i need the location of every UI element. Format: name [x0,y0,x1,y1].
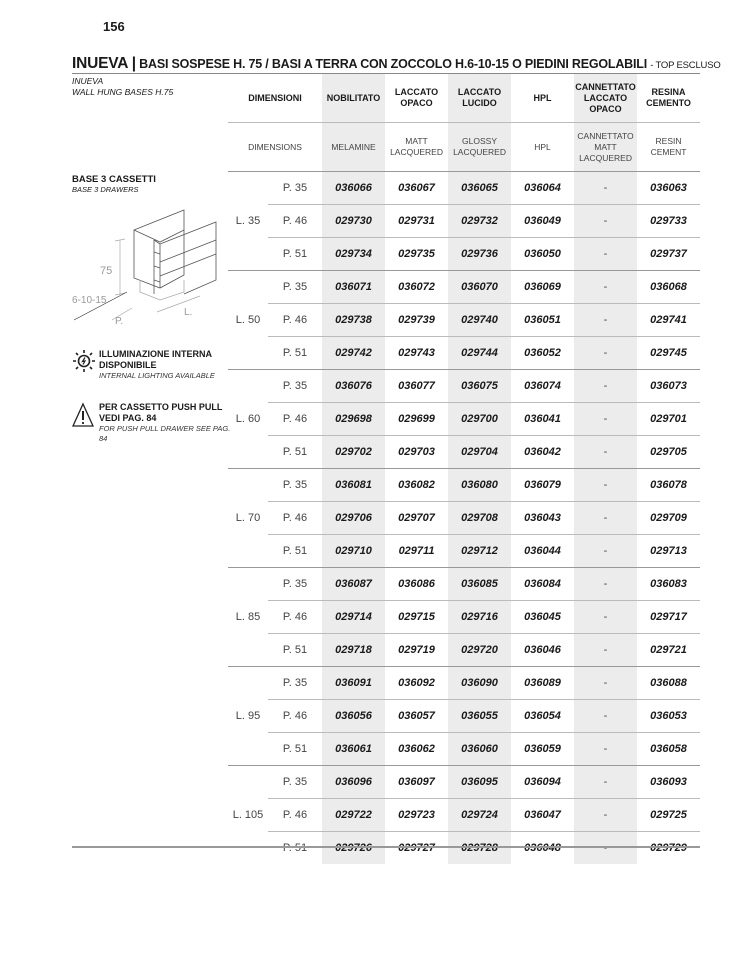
price-code-table [228,74,700,864]
article-code: - [574,601,637,634]
warning-icon [72,402,94,428]
depth-label: P. 35 [268,766,322,799]
article-code: 029722 [322,799,385,832]
depth-label: P. 46 [268,799,322,832]
table-row [228,634,700,667]
article-code: 029708 [448,502,511,535]
article-code: 029712 [448,535,511,568]
article-code: 036051 [511,304,574,337]
article-code: 036055 [448,700,511,733]
article-code: 029709 [637,502,700,535]
product-title: BASE 3 CASSETTI [72,174,156,185]
depth-label: P. 35 [268,370,322,403]
article-code: 036053 [637,700,700,733]
article-code: 036063 [637,172,700,205]
article-code: - [574,403,637,436]
title-brand: INUEVA | [72,55,136,72]
cabinet-drawing [72,200,222,330]
article-code: - [574,667,637,700]
column-subheader: GLOSSY LACQUERED [448,123,511,172]
article-code: 036070 [448,271,511,304]
article-code: 036044 [511,535,574,568]
note-subtitle: INTERNAL LIGHTING AVAILABLE [99,371,215,380]
article-code: 036061 [322,733,385,766]
article-code: 029700 [448,403,511,436]
article-code: 036060 [448,733,511,766]
article-code: 036064 [511,172,574,205]
article-code: 029736 [448,238,511,271]
article-code: 029740 [448,304,511,337]
article-code: 036081 [322,469,385,502]
depth-label: P. 35 [268,568,322,601]
article-code: - [574,832,637,865]
page-number: 156 [103,19,125,34]
article-code: - [574,733,637,766]
width-label: L. 105 [228,766,268,865]
article-code: 029704 [448,436,511,469]
column-header: HPL [511,74,574,123]
article-code: 036092 [385,667,448,700]
article-code: 029742 [322,337,385,370]
article-code: 036080 [448,469,511,502]
table-row [228,733,700,766]
table-row [228,535,700,568]
depth-label: P. 46 [268,403,322,436]
article-code: 036095 [448,766,511,799]
note-lighting [72,349,232,381]
article-code: 036068 [637,271,700,304]
drawing-width-label: L. [184,307,193,318]
depth-label: P. 46 [268,502,322,535]
column-subheader: HPL [511,123,574,172]
article-code: 029729 [637,832,700,865]
article-code: 036054 [511,700,574,733]
table-row [228,271,700,304]
title-suffix: - TOP ESCLUSO [650,60,721,71]
table-row [228,436,700,469]
article-code: 036069 [511,271,574,304]
article-code: 036083 [637,568,700,601]
column-subheader: CANNETTATO MATT LACQUERED [574,123,637,172]
depth-label: P. 51 [268,535,322,568]
article-code: - [574,469,637,502]
article-code: 029732 [448,205,511,238]
width-label: L. 70 [228,469,268,568]
article-code: 036078 [637,469,700,502]
depth-label: P. 46 [268,304,322,337]
table-row [228,469,700,502]
left-header-line1: INUEVA [72,76,104,86]
article-code: 036082 [385,469,448,502]
article-code: 029730 [322,205,385,238]
article-code: 036043 [511,502,574,535]
article-code: 029734 [322,238,385,271]
table-row [228,766,700,799]
article-code: 036096 [322,766,385,799]
article-code: 029743 [385,337,448,370]
page-title [72,55,721,73]
article-code: 029719 [385,634,448,667]
article-code: 036059 [511,733,574,766]
column-header: LACCATO LUCIDO [448,74,511,123]
title-main: BASI SOSPESE H. 75 / BASI A TERRA CON ZOCCOLO H.6-10-15 O PIEDINI REGOLABILI [139,57,647,71]
article-code: 029710 [322,535,385,568]
article-code: 029720 [448,634,511,667]
depth-label: P. 51 [268,238,322,271]
article-code: - [574,436,637,469]
table-row [228,238,700,271]
article-code: 029715 [385,601,448,634]
header-row-english [228,123,700,172]
article-code: 029701 [637,403,700,436]
column-header: DIMENSIONI [228,74,322,123]
article-code: 029711 [385,535,448,568]
column-header: NOBILITATO [322,74,385,123]
depth-label: P. 35 [268,172,322,205]
article-code: - [574,766,637,799]
article-code: 036073 [637,370,700,403]
article-code: 029728 [448,832,511,865]
table-row [228,304,700,337]
article-code: 036065 [448,172,511,205]
article-code: 029699 [385,403,448,436]
article-code: - [574,172,637,205]
article-code: 029714 [322,601,385,634]
article-code: 029735 [385,238,448,271]
article-code: 036047 [511,799,574,832]
article-code: 036091 [322,667,385,700]
table-row [228,667,700,700]
article-code: 029723 [385,799,448,832]
column-header: LACCATO OPACO [385,74,448,123]
article-code: 029737 [637,238,700,271]
article-code: 029718 [322,634,385,667]
article-code: 029703 [385,436,448,469]
article-code: 036072 [385,271,448,304]
note-push-pull [72,402,232,443]
article-code: 029745 [637,337,700,370]
article-code: 036052 [511,337,574,370]
column-header: RESINA CEMENTO [637,74,700,123]
article-code: 036049 [511,205,574,238]
width-label: L. 85 [228,568,268,667]
column-subheader: MELAMINE [322,123,385,172]
article-code: 029731 [385,205,448,238]
article-code: 029713 [637,535,700,568]
depth-label: P. 35 [268,271,322,304]
article-code: - [574,502,637,535]
table-row [228,502,700,535]
depth-label: P. 51 [268,337,322,370]
depth-label: P. 51 [268,832,322,865]
article-code: 029739 [385,304,448,337]
article-code: - [574,535,637,568]
article-code: 036042 [511,436,574,469]
table-row [228,205,700,238]
table-row [228,799,700,832]
depth-label: P. 46 [268,205,322,238]
article-code: 029727 [385,832,448,865]
table-row [228,403,700,436]
article-code: 029705 [637,436,700,469]
article-code: 029716 [448,601,511,634]
article-code: 036076 [322,370,385,403]
article-code: - [574,370,637,403]
article-code: - [574,700,637,733]
width-label: L. 60 [228,370,268,469]
article-code: 029726 [322,832,385,865]
article-code: 029733 [637,205,700,238]
drawing-plinth-label: 6-10-15 [72,295,107,306]
article-code: 036046 [511,634,574,667]
left-header-line2: WALL HUNG BASES H.75 [72,87,174,97]
article-code: 029724 [448,799,511,832]
drawing-height-label: 75 [100,265,113,277]
table-row [228,568,700,601]
depth-label: P. 51 [268,733,322,766]
note-title: PER CASSETTO PUSH PULL VEDI PAG. 84 [99,402,223,423]
article-code: 036090 [448,667,511,700]
column-subheader: MATT LACQUERED [385,123,448,172]
article-code: 036071 [322,271,385,304]
depth-label: P. 51 [268,436,322,469]
depth-label: P. 35 [268,469,322,502]
article-code: 036074 [511,370,574,403]
note-subtitle: FOR PUSH PULL DRAWER SEE PAG. 84 [99,424,231,443]
header-row-italian [228,74,700,123]
depth-label: P. 51 [268,634,322,667]
product-subtitle: BASE 3 DRAWERS [72,185,139,194]
article-code: 036062 [385,733,448,766]
article-code: 029744 [448,337,511,370]
article-code: 036045 [511,601,574,634]
article-code: 036075 [448,370,511,403]
article-code: - [574,205,637,238]
article-code: - [574,304,637,337]
article-code: 036085 [448,568,511,601]
article-code: 029721 [637,634,700,667]
width-label: L. 35 [228,172,268,271]
article-code: 036087 [322,568,385,601]
article-code: 036094 [511,766,574,799]
table-row [228,601,700,634]
width-label: L. 50 [228,271,268,370]
width-label: L. 95 [228,667,268,766]
article-code: 036050 [511,238,574,271]
article-code: - [574,634,637,667]
article-code: - [574,799,637,832]
article-code: 029702 [322,436,385,469]
note-title: ILLUMINAZIONE INTERNA DISPONIBILE [99,349,212,370]
table-row [228,172,700,205]
article-code: - [574,238,637,271]
table-row [228,700,700,733]
article-code: 036048 [511,832,574,865]
table-body [228,172,700,865]
article-code: 029725 [637,799,700,832]
article-code: - [574,271,637,304]
depth-label: P. 35 [268,667,322,700]
article-code: 036079 [511,469,574,502]
article-code: 036086 [385,568,448,601]
left-header [72,76,173,98]
article-code: 029741 [637,304,700,337]
article-code: 036041 [511,403,574,436]
drawing-depth-label: P. [115,316,124,327]
article-code: 036093 [637,766,700,799]
article-code: 029717 [637,601,700,634]
article-code: 036057 [385,700,448,733]
article-code: 029706 [322,502,385,535]
article-code: 036058 [637,733,700,766]
lighting-icon [72,349,96,373]
article-code: 036067 [385,172,448,205]
article-code: 036084 [511,568,574,601]
article-code: 036066 [322,172,385,205]
column-subheader: RESIN CEMENT [637,123,700,172]
article-code: 036077 [385,370,448,403]
depth-label: P. 46 [268,601,322,634]
article-code: 036088 [637,667,700,700]
article-code: 029738 [322,304,385,337]
column-subheader: DIMENSIONS [228,123,322,172]
column-header: CANNETTATO LACCATO OPACO [574,74,637,123]
divider [72,846,700,848]
article-code: 029698 [322,403,385,436]
article-code: - [574,337,637,370]
product-heading [72,174,156,194]
article-code: 036056 [322,700,385,733]
table-row [228,370,700,403]
article-code: - [574,568,637,601]
table-row [228,337,700,370]
article-code: 029707 [385,502,448,535]
article-code: 036089 [511,667,574,700]
depth-label: P. 46 [268,700,322,733]
article-code: 036097 [385,766,448,799]
